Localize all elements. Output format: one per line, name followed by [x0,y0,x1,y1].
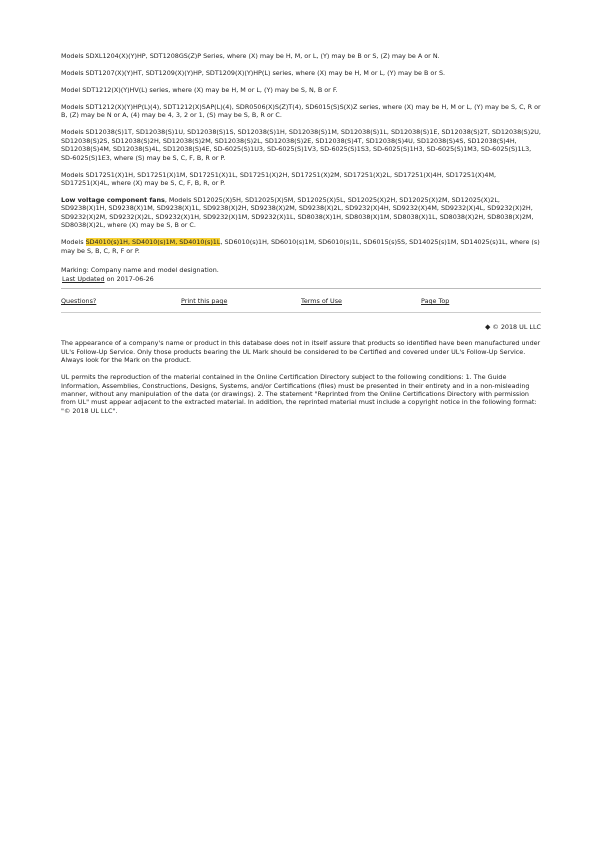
marking-text: Marking: Company name and model designation. [61,266,219,275]
questions-link[interactable]: Questions? [61,296,97,305]
document-body [61,52,541,424]
terms-of-use-link[interactable]: Terms of Use [301,296,342,305]
low-voltage-heading: Low voltage component fans [61,196,165,205]
last-updated [62,275,541,283]
copyright-text: © 2018 UL LLC [492,322,541,331]
footer-nav [61,294,541,306]
highlight-prefix: Models [61,238,86,247]
reproduction-notice: UL permits the reproduction of the material contained in the Online Certification Directory subject to the following conditions: 1. The Guide Information, Assemblies, Constructions, Designs, Systems, and/or Certifications (files) must be presented in their entirety and in a non-misleading manner, without any manipulation of the data (or drawings). 2. The statement "Reprinted from the Online Certifications Directory with permission from UL" must appear adjacent to the extracted material. In addition, the reprinted material must include a copyright notice in the following format: "© 2018 UL LLC". [61,373,537,415]
models-paragraph-1: Models SDXL1204(X)(Y)HP, SDT1208GS(Z)P Series, where (X) may be H, M, or L, (Y) may be B or S, (Z) may be A or N. [61,52,440,60]
models-paragraph-4: Models SDT1212(X)(Y)HP(L)(4), SDT1212(X)SAP(L)(4), SDR0506(X)S(Z)T(4), SD6015(S)S(X)Z series, where (X) may be H, M or L, (Y) may be S, C, R or B, (Z) may be N or A, (4) may be 4, 3, 2 or 1, (S) may be S, B, R or C. [61,103,541,120]
models-paragraph-5: Models SD12038(S)1T, SD12038(S)1U, SD12038(S)1S, SD12038(S)1H, SD12038(S)1M, SD12038(S)1L, SD12038(S)1E, SD12038(S)2T, SD12038(S)2U, SD12038(S)2S, SD12038(S)2H, SD12038(S)2M, SD12038(S)2L, SD12038(S)2E, SD12038(S)4T, SD12038(S)4U, SD12038(S)4S, SD12038(S)4H, SD12038(S)4M, SD12038(S)4L, SD12038(S)4E, SD-6025(S)1U3, SD-6025(S)1V3, SD-6025(S)1S3, SD-6025(S)1H3, SD-6025(S)1M3, SD-6025(S)1L3, SD-6025(S)1E3, where (S) may be S, C, F, B, R or P. [61,128,541,162]
divider [61,288,541,289]
page-top-link[interactable]: Page Top [421,296,450,305]
print-page-link[interactable]: Print this page [181,296,228,305]
last-updated-link[interactable]: Last Updated [62,275,105,284]
models-paragraph-3: Model SDT1212(X)(Y)HV(L) series, where (X) may be H, M or L, (Y) may be S, N, B or F. [61,86,338,94]
low-voltage-paragraph [61,196,541,230]
certification-notice: The appearance of a company's name or product in this database does not in itself assure that products so identified have been manufactured under UL's Follow-Up Service. Only those products bearing the UL Mark should be considered to be Certified and covered under UL's Follow-Up Service. Always look for the Mark on the product. [61,339,541,365]
footer-divider [61,312,541,313]
diamond-icon: ◆ [484,322,491,331]
models-paragraph-2: Models SDT1207(X)(Y)HT, SDT1209(X)(Y)HP, SDT1209(X)(Y)HP(L) series, where (X) may be H, M or L, (Y) may be B or S. [61,69,446,77]
copyright-line [61,323,541,331]
low-voltage-text: , Models SD12025(X)5H, SD12025(X)5M, SD12025(X)5L, SD12025(X)2H, SD12025(X)2M, SD12025(X)2L, SD9238(X)1H, SD9238(X)1M, SD9238(X)1L, SD9238(X)2H, SD9238(X)2M, SD9238(X)2L, SD9232(X)4H, SD9232(X)4M, SD9232(X)4L, SD9232(X)2H, SD9232(X)2M, SD9232(X)2L, SD9232(X)1H, SD9232(X)1M, SD9232(X)1L, SD8038(X)1H, SD8038(X)1M, SD8038(X)1L, SD8038(X)2H, SD8038(X)2M, SD8038(X)2L, where (X) may be S, B or C. [61,196,534,230]
search-highlight: SD4010(s)1H, SD4010(s)1M, SD4010(s)1L [85,238,221,247]
highlight-suffix: , SD6010(s)1H, SD6010(s)1M, SD6010(s)1L, SD6015(s)5S, SD14025(s)1M, SD14025(s)1L, where (s) may be S, B, C, R, F or P. [61,238,540,255]
highlighted-models-paragraph [61,238,541,255]
models-paragraph-6: Models SD17251(X)1H, SD17251(X)1M, SD17251(X)1L, SD17251(X)2H, SD17251(X)2M, SD17251(X)2L, SD17251(X)4H, SD17251(X)4M, SD17251(X)4L, where (X) may be S, C, F, B, R, or P. [61,170,496,188]
last-updated-date: on 2017-06-26 [104,275,154,284]
